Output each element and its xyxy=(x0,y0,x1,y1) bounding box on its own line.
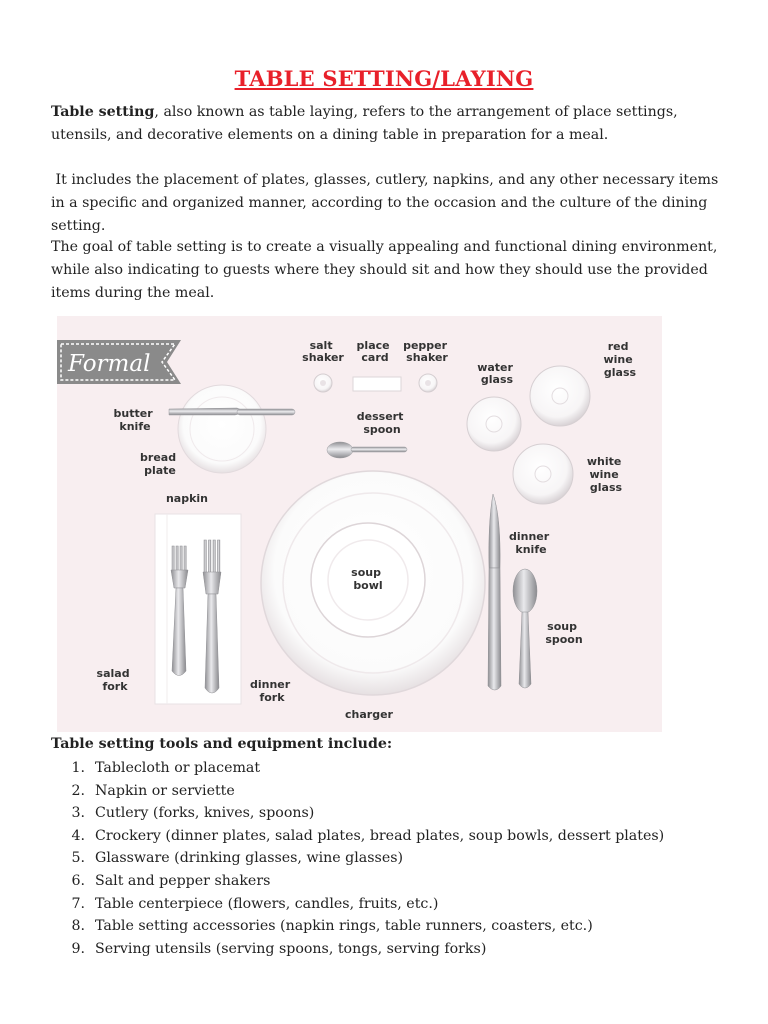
intro-paragraph-1 xyxy=(51,101,731,147)
list-text: Cutlery (forks, knives, spoons) xyxy=(95,805,315,822)
list-item xyxy=(51,802,731,825)
list-number: 8. xyxy=(71,918,85,935)
label-salad-fork: salad fork xyxy=(96,667,130,693)
intro-paragraph-2: It includes the placement of plates, glasses, cutlery, napkins, and any other necessary items in a specific and organized manner, according to the occasion and the culture of the dining setting. xyxy=(51,172,723,234)
list-number: 2. xyxy=(71,782,85,799)
label-soup-spoon: soup spoon xyxy=(545,620,583,646)
term-bold: Table setting xyxy=(51,104,155,120)
list-item xyxy=(51,757,731,780)
banner-text: Formal xyxy=(68,351,151,377)
water-glass xyxy=(467,397,521,451)
list-text: Tablecloth or placemat xyxy=(95,760,261,776)
label-place-card: place card xyxy=(356,339,390,364)
tools-heading: Table setting tools and equipment include: xyxy=(51,736,393,752)
label-red-wine-glass: red wine glass xyxy=(603,340,637,379)
intro-p1-rest: , also known as table laying, refers to the arrangement of place settings, utensils, and decorative elements on a dining table in preparation for a meal. xyxy=(51,104,678,143)
list-text: Crockery (dinner plates, salad plates, bread plates, soup bowls, dessert plates) xyxy=(95,827,665,844)
list-number: 6. xyxy=(71,872,85,889)
list-number: 1. xyxy=(71,760,85,776)
page-title: TABLE SETTING/LAYING xyxy=(234,66,534,91)
label-napkin: napkin xyxy=(165,492,209,505)
table-setting-figure xyxy=(57,316,662,732)
tools-list xyxy=(51,757,731,960)
label-butter-knife: butter knife xyxy=(113,407,153,433)
list-item xyxy=(51,915,731,938)
formal-banner xyxy=(57,340,181,384)
list-text: Napkin or serviette xyxy=(95,782,235,799)
list-number: 5. xyxy=(71,850,85,867)
red-wine-glass xyxy=(530,366,590,426)
list-item xyxy=(51,847,731,870)
label-soup-bowl: soup bowl xyxy=(351,566,383,592)
list-item xyxy=(51,893,731,916)
list-text: Serving utensils (serving spoons, tongs, serving forks) xyxy=(95,940,487,957)
list-number: 3. xyxy=(71,805,85,822)
butter-knife xyxy=(169,408,295,415)
list-item xyxy=(51,938,731,961)
label-dinner-fork: dinner fork xyxy=(249,678,291,704)
list-number: 7. xyxy=(71,895,85,912)
label-white-wine-glass: white wine glass xyxy=(586,455,623,494)
label-charger: charger xyxy=(345,708,393,721)
list-number: 4. xyxy=(71,827,85,844)
list-text: Table setting accessories (napkin rings, table runners, coasters, etc.) xyxy=(95,918,593,935)
label-water-glass: water glass xyxy=(477,361,514,386)
intro-paragraph-3: The goal of table setting is to create a visually appealing and functional dining environment, while also indicating to guests where they should sit and how they should use the provided items during the meal. xyxy=(51,239,718,301)
list-item xyxy=(51,870,731,893)
bread-plate xyxy=(178,385,266,473)
list-number: 9. xyxy=(71,940,85,957)
list-text: Glassware (drinking glasses, wine glasses) xyxy=(95,850,404,867)
white-wine-glass xyxy=(513,444,573,504)
list-text: Table centerpiece (flowers, candles, fruits, etc.) xyxy=(95,895,439,912)
label-dinner-knife: dinner knife xyxy=(508,530,550,556)
place-card xyxy=(353,377,401,391)
list-item xyxy=(51,825,731,848)
napkin xyxy=(155,514,241,704)
list-text: Salt and pepper shakers xyxy=(95,872,271,889)
label-bread-plate: bread plate xyxy=(140,451,177,477)
label-salt-shaker: salt shaker xyxy=(302,339,344,364)
label-pepper-shaker: pepper shaker xyxy=(403,339,448,364)
list-item xyxy=(51,780,731,803)
label-dessert-spoon: dessert spoon xyxy=(356,410,404,436)
